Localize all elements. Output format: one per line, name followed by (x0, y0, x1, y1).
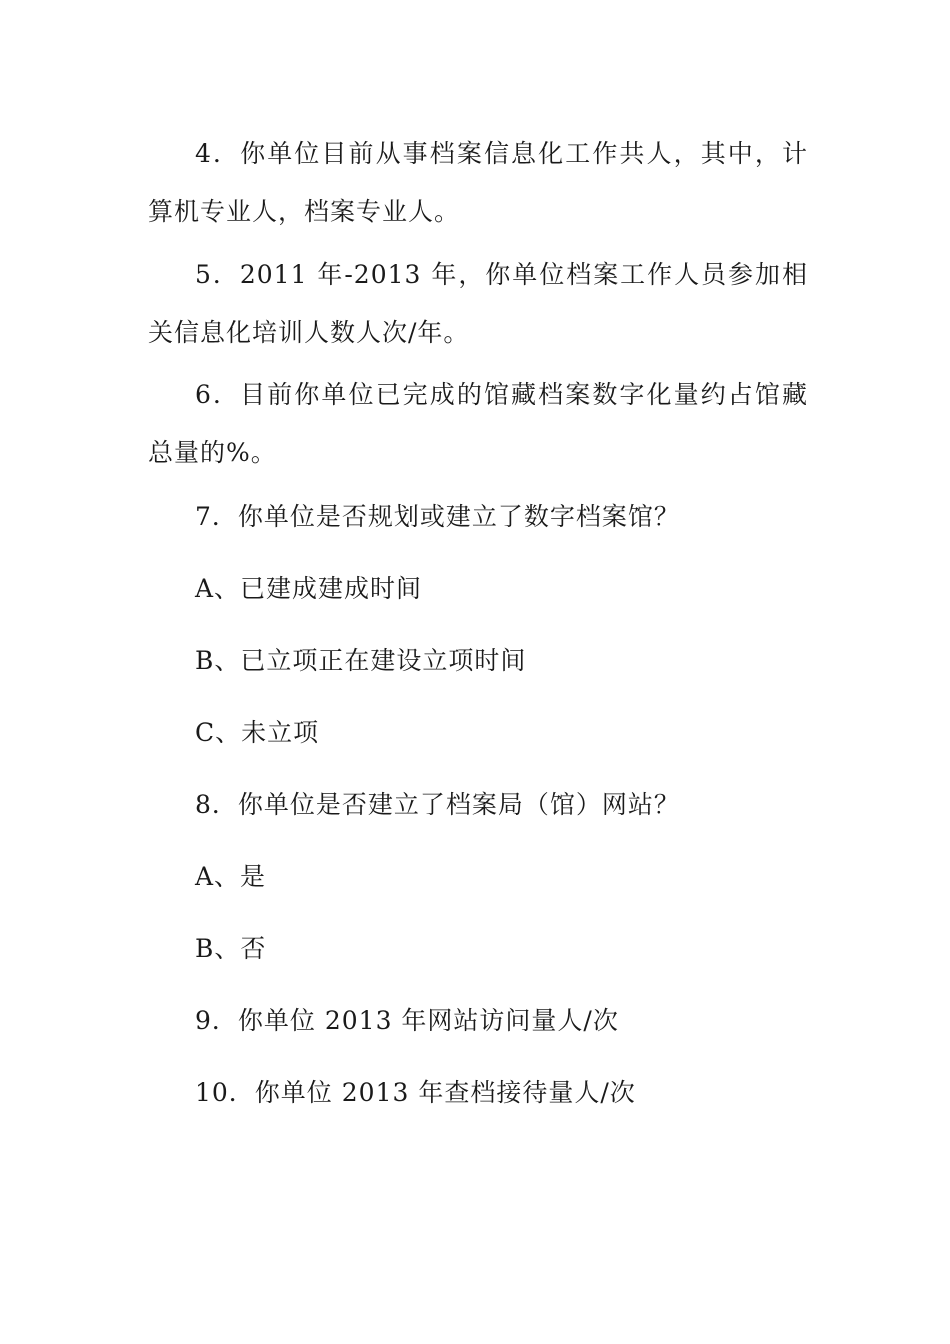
question-8-option-b: B、否 (195, 934, 267, 963)
question-9: 9．你单位 2013 年网站访问量人/次 (195, 1006, 619, 1035)
question-10: 10．你单位 2013 年查档接待量人/次 (195, 1078, 636, 1107)
question-8: 8．你单位是否建立了档案局（馆）网站？ (195, 790, 680, 819)
question-7-option-c: C、未立项 (195, 718, 320, 747)
question-5: 5．2011 年-2013 年，你单位档案工作人员参加相关信息化培训人数人次/年。 (148, 260, 808, 347)
question-4: 4．你单位目前从事档案信息化工作共人，其中，计算机专业人，档案专业人。 (148, 139, 808, 226)
question-8-option-a: A、是 (195, 862, 267, 891)
question-7-option-b: B、已立项正在建设立项时间 (195, 646, 527, 675)
question-6: 6．目前你单位已完成的馆藏档案数字化量约占馆藏总量的%。 (148, 380, 808, 467)
question-7: 7．你单位是否规划或建立了数字档案馆？ (195, 502, 680, 531)
question-7-option-a: A、已建成建成时间 (195, 574, 423, 603)
